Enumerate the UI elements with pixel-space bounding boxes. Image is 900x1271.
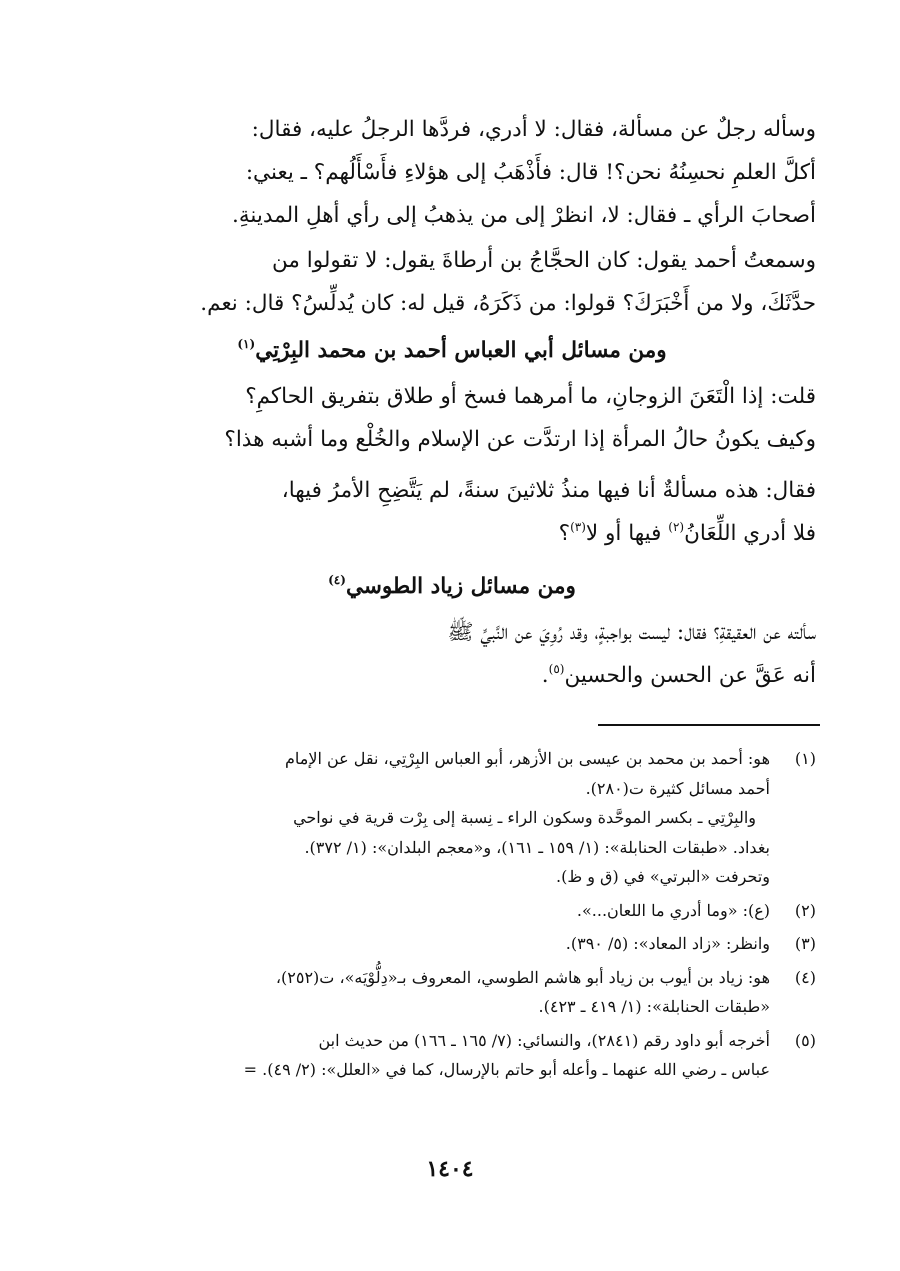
heading-text: ومن مسائل زياد الطوسي <box>345 574 576 599</box>
text-run: ؟ <box>558 521 571 546</box>
text-line: وسأله رجلٌ عن مسألة، فقال: لا أدري، فردَّها الرجلُ عليه، فقال: <box>251 117 816 142</box>
footnote-body <box>98 896 770 926</box>
paragraph <box>88 239 816 325</box>
heading-text: ومن مسائل أبي العباس أحمد بن محمد البِرْتِي <box>255 338 667 363</box>
footnote-line: أخرجه أبو داود رقم (٢٨٤١)، والنسائي: (٧/ ١٦٥ ـ ١٦٦) من حديث ابن <box>318 1030 770 1050</box>
text-line: سألته عن العقيقةِ؟ فقال: ليست بواجبةٍ، وقد رُوِيَ عن النَّبيِّ ﷺ <box>447 620 816 645</box>
text-run: أنه عَقَّ عن الحسن والحسين <box>564 663 816 688</box>
section-heading <box>88 563 816 611</box>
text-run: . <box>541 663 549 688</box>
footnote-3 <box>98 929 816 959</box>
footnote-line: هو: أحمد بن محمد بن عيسى بن الأزهر، أبو العباس البِرْتِي، نقل عن الإمام <box>284 749 770 768</box>
text-line: فقال: هذه مسألةٌ أنا فيها منذُ ثلاثينَ سنةً، لم يَتَّضِحِ الأمرُ فيها، <box>281 478 816 503</box>
footnote-ref[interactable]: (٤) <box>328 573 346 587</box>
paragraph <box>88 375 816 461</box>
footnote-line: عباس ـ رضي الله عنهما ـ وأعله أبو حاتم بالإرسال، كما في «العلل»: (٢/ ٤٩). = <box>243 1060 770 1079</box>
footnote-2 <box>98 896 816 926</box>
footnote-ref[interactable]: (٣) <box>570 520 586 534</box>
footnote-body <box>98 744 770 892</box>
text-run: فيها أو لا <box>585 521 669 546</box>
text-line: قلت: إذا الْتَعَنَ الزوجانِ، ما أمرهما فسخ أو طلاق بتفريق الحاكمِ؟ <box>245 384 816 409</box>
text-line: حدَّثَكَ، ولا من أَخْبَرَكَ؟ قولوا: من ذَكَرَهُ، قيل له: كان يُدلِّسُ؟ قال: نعم. <box>200 291 816 316</box>
paragraph <box>88 611 816 697</box>
paragraph <box>88 108 816 237</box>
footnote-line: هو: زياد بن أيوب بن زياد أبو هاشم الطوسي، المعروف بـ«دِلُّوْيَه»، ت(٢٥٢)، <box>275 967 770 987</box>
text-line: وسمعتُ أحمد يقول: كان الحجَّاجُ بن أرطاةَ يقول: لا تقولوا من <box>272 248 816 273</box>
footnote-body <box>98 929 770 959</box>
footnote-body <box>98 963 770 1022</box>
footnote-line: وتحرفت «البرتي» في (ق و ظ). <box>556 867 770 886</box>
footnote-number: (٤) <box>794 967 816 987</box>
footnote-number: (٣) <box>794 934 816 953</box>
text-run: فلا أدري اللِّعَانُ <box>684 521 816 546</box>
footnote-5 <box>98 1026 816 1085</box>
footnote-body <box>98 1026 770 1085</box>
footnote-4 <box>98 963 816 1022</box>
text-line <box>88 654 816 697</box>
footnote-line: «طبقات الحنابلة»: (١/ ٤١٩ ـ ٤٢٣). <box>538 997 770 1016</box>
paragraph <box>88 469 816 555</box>
footnote-number: (١) <box>794 749 816 768</box>
footnote-line: والبِرْتِي ـ بكسر الموحَّدة وسكون الراء ـ نِسبة إلى بِرْت قرية في نواحي <box>293 808 756 827</box>
footnote-line: (ع): «وما أدري ما اللعان...». <box>576 900 770 920</box>
footnotes <box>98 744 816 1089</box>
main-text <box>88 108 816 697</box>
footnote-line: وانظر: «زاد المعاد»: (٥/ ٣٩٠). <box>565 934 770 953</box>
text-line: وكيف يكونُ حالُ المرأة إذا ارتدَّت عن الإسلام والخُلْع وما أشبه هذا؟ <box>224 427 816 452</box>
footnote-separator <box>598 724 820 726</box>
footnote-number: (٢) <box>794 900 816 920</box>
page-number: ١٤٠٤ <box>426 1156 474 1182</box>
text-line <box>88 512 816 555</box>
section-heading <box>88 327 816 375</box>
footnote-line: بغداد. «طبقات الحنابلة»: (١/ ١٥٩ ـ ١٦١)، و«معجم البلدان»: (١/ ٣٧٢). <box>304 837 770 857</box>
footnote-ref[interactable]: (٢) <box>668 520 685 534</box>
text-line: أصحابَ الرأي ـ فقال: لا، انظرْ إلى من يذهبُ إلى رأي أهلِ المدينةِ. <box>232 203 816 228</box>
footnote-line: أحمد مسائل كثيرة ت(٢٨٠). <box>585 778 770 798</box>
footnote-ref[interactable]: (١) <box>237 337 256 351</box>
footnote-number: (٥) <box>794 1030 816 1050</box>
text-line: أكلَّ العلمِ نحسِنُهُ نحن؟! قال: فأَذْهَبُ إلى هؤلاءِ فأَسْأَلُهم؟ ـ يعني: <box>245 160 816 185</box>
footnote-ref[interactable]: (٥) <box>548 662 565 676</box>
footnote-1 <box>98 744 816 892</box>
